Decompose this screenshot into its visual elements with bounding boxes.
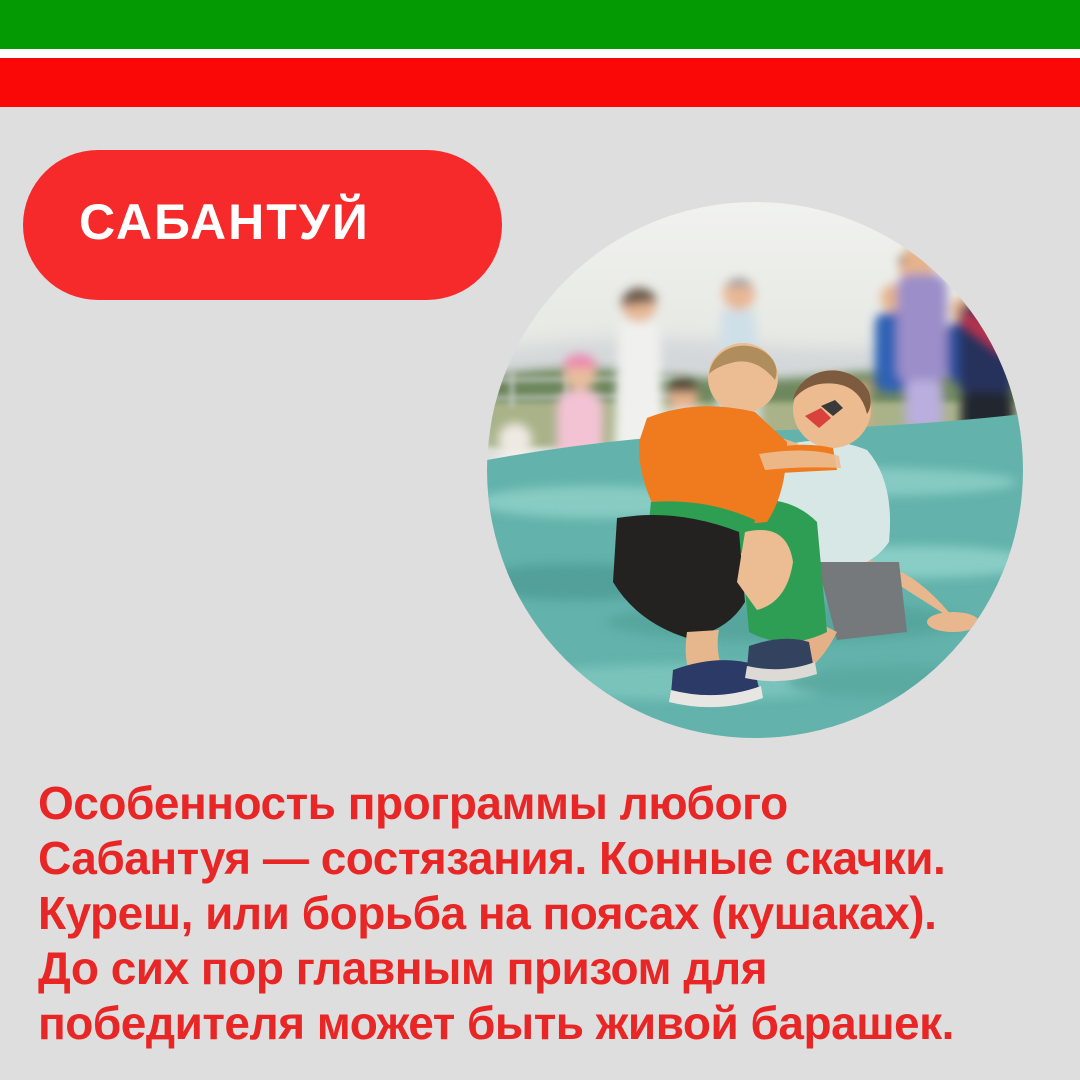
body-text <box>38 776 1048 1051</box>
wrestling-photo-illustration <box>487 202 1023 738</box>
body-line: победителя может быть живой барашек. <box>38 997 954 1049</box>
title-badge-label: САБАНТУЙ <box>79 194 370 250</box>
body-line: Особенность программы любого <box>38 777 788 829</box>
body-line: До сих пор главным призом для <box>38 942 768 994</box>
body-line: Куреш, или борьба на поясах (кушаках). <box>38 887 937 939</box>
body-line: Сабантуя — состязания. Конные скачки. <box>38 832 946 884</box>
flag-stripe-white <box>0 49 1080 58</box>
flag-stripe-red <box>0 58 1080 107</box>
title-badge <box>23 150 502 300</box>
flag-stripe-green <box>0 0 1080 49</box>
festival-photo <box>487 202 1023 738</box>
